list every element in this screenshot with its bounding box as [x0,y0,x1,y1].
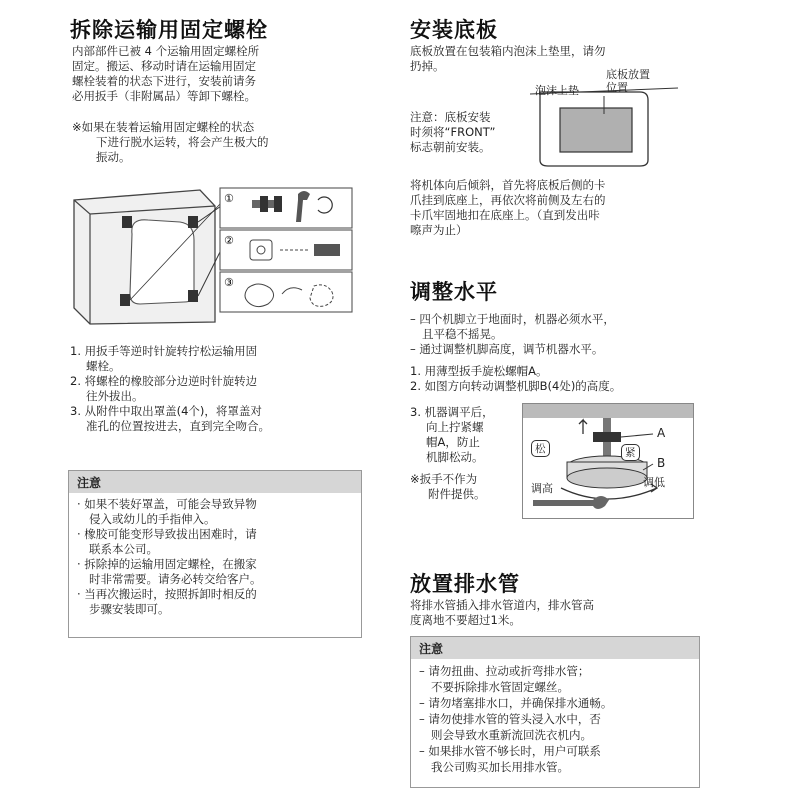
intro-line: 必用扳手（非附属品）等卸下螺栓。 [72,89,256,103]
leveling-foot-figure [522,403,694,519]
warning-line: 振动。 [96,150,131,164]
section-title-drain: 放置排水管 [410,572,520,596]
install-base-intro [410,44,606,74]
drain-intro [410,598,594,628]
body-line: 卡爪牢固地扣在底座上。（直到发出咔 [410,208,600,222]
notice-line: – 请勿扭曲、拉动或折弯排水管； [419,664,590,678]
label-line: 位置 [606,81,628,94]
label-tighten: 紧 [621,444,640,461]
notice-line: 不要拆除排水管固定螺丝。 [431,680,569,694]
label-base-position [606,68,650,94]
intro-line: 螺栓装着的状态下进行，安装前请务 [72,74,256,88]
step-line: 1. 用扳手等逆时针旋转拧松运输用固 [70,344,258,358]
body-line: 爪挂到底座上，再依次将前侧及左右的 [410,193,606,207]
drain-line: 将排水管插入排水管道内，排水管高 [410,598,594,612]
intro-line: 底板放置在包装箱内泡沫上垫里，请勿 [410,44,606,58]
level-step: 2. 如图方向转动调整机脚B(4处)的高度。 [410,379,622,393]
notice-line: – 请勿使排水管的管头浸入水中，否 [419,712,601,726]
body-line: 嚓声为止） [410,223,468,237]
step-line: 准孔的位置按进去，直到完全吻合。 [86,419,270,433]
label-b: B [657,456,666,470]
notice-line: – 请勿堵塞排水口，并确保排水通畅。 [419,696,613,710]
level-step: 3. 机器调平后， [410,405,494,419]
label-raise: 调高 [531,482,553,495]
notice-line: 步骤安装即可。 [89,602,170,616]
level-step: 帽A，防止 [426,435,480,449]
up-arrow-icon [579,420,587,434]
notice-line: · 如果不装好罩盖，可能会导致异物 [77,497,257,511]
label-line: 底板放置 [606,68,650,81]
level-footnote [410,472,486,502]
section-title-install-base: 安装底板 [410,18,498,42]
step-number-2: ② [224,234,234,247]
bolt [122,216,132,228]
level-line: 且平稳不摇晃。 [422,327,503,341]
level-step: 机脚松动。 [426,450,484,464]
step-line: 2. 将螺栓的橡胶部分边逆时针旋转边 [70,374,258,388]
level-steps [410,364,621,394]
notice-body [69,493,361,621]
warning-line: 下进行脱水运转，将会产生极大的 [96,135,269,149]
notice-body [411,659,699,779]
drain-notice-box [410,636,700,788]
wrench-icon [533,496,609,509]
warning-line: ※如果在装着运输用固定螺栓的状态 [72,120,255,134]
notice-line: 则会导致水重新流回洗衣机内。 [431,728,592,742]
level-step: 1. 用薄型扳手旋松螺帽A。 [410,364,548,378]
notice-line: – 如果排水管不够长时，用户可联系 [419,744,601,758]
bolt [120,294,130,306]
drain-line: 度离地不要超过1米。 [410,613,521,627]
notice-title: 注意 [69,471,361,493]
notice-title: 注意 [411,637,699,659]
cover-cap [245,284,274,307]
step-line: 螺栓。 [86,359,121,373]
label-foam: 泡沫上垫 [535,84,579,97]
remove-bolts-warning [72,120,269,165]
section-title-level: 调整水平 [410,280,498,304]
notice-line: 侵入或幼儿的手指伸入。 [89,512,216,526]
level-step: 向上拧紧螺 [426,420,484,434]
remove-bolts-steps [70,344,270,434]
note-line: 时须将“FRONT” [410,125,496,139]
intro-line: 固定。搬运、移动时请在运输用固定 [72,59,256,73]
bolt [188,290,198,302]
step-line: 3. 从附件中取出罩盖(4个)，将罩盖对 [70,404,262,418]
remove-bolts-intro [72,44,259,104]
body-line: 将机体向后倾斜，首先将底板后侧的卡 [410,178,606,192]
notice-line: · 当再次搬运时，按照拆卸时相反的 [77,587,257,601]
remove-bolts-notice-box [68,470,362,638]
label-a: A [657,426,666,440]
intro-line: 扔掉。 [410,59,445,73]
machine-bottom [523,404,693,418]
step-number-3: ③ [224,276,234,289]
foot-b [567,468,647,488]
nut-a [593,432,621,442]
back-panel [130,220,194,304]
note-line: 注意：底板安装 [410,110,491,124]
level-line: – 四个机脚立于地面时，机器必须水平， [410,312,615,326]
level-line: – 通过调整机脚高度，调节机器水平。 [410,342,604,356]
base-plate [560,108,632,152]
step-number-1: ① [224,192,234,205]
section-title-remove-bolts: 拆除运输用固定螺栓 [70,18,268,42]
install-base-note [410,110,495,155]
notice-line: 时非常需要。请务必转交给客户。 [89,572,262,586]
notice-line: · 橡胶可能变形导致拔出困难时，请 [77,527,257,541]
bolt [188,216,198,228]
level-items [410,312,615,357]
notice-line: · 拆除掉的运输用固定螺栓，在搬家 [77,557,257,571]
label-loosen: 松 [531,440,550,457]
install-base-body [410,178,606,238]
intro-line: 内部部件已被 4 个运输用固定螺栓所 [72,44,260,58]
notice-line: 我公司购买加长用排水管。 [431,760,569,774]
bolt-removed [314,244,340,256]
level-step3 [410,405,494,465]
step-line: 往外拔出。 [86,389,144,403]
notice-line: 联系本公司。 [89,542,158,556]
note-line: 标志朝前安装。 [410,140,491,154]
bolt-removal-figure [70,182,360,327]
footnote-line: ※扳手不作为 [410,472,478,486]
label-lower: 调低 [643,476,665,489]
footnote-line: 附件提供。 [428,487,486,501]
